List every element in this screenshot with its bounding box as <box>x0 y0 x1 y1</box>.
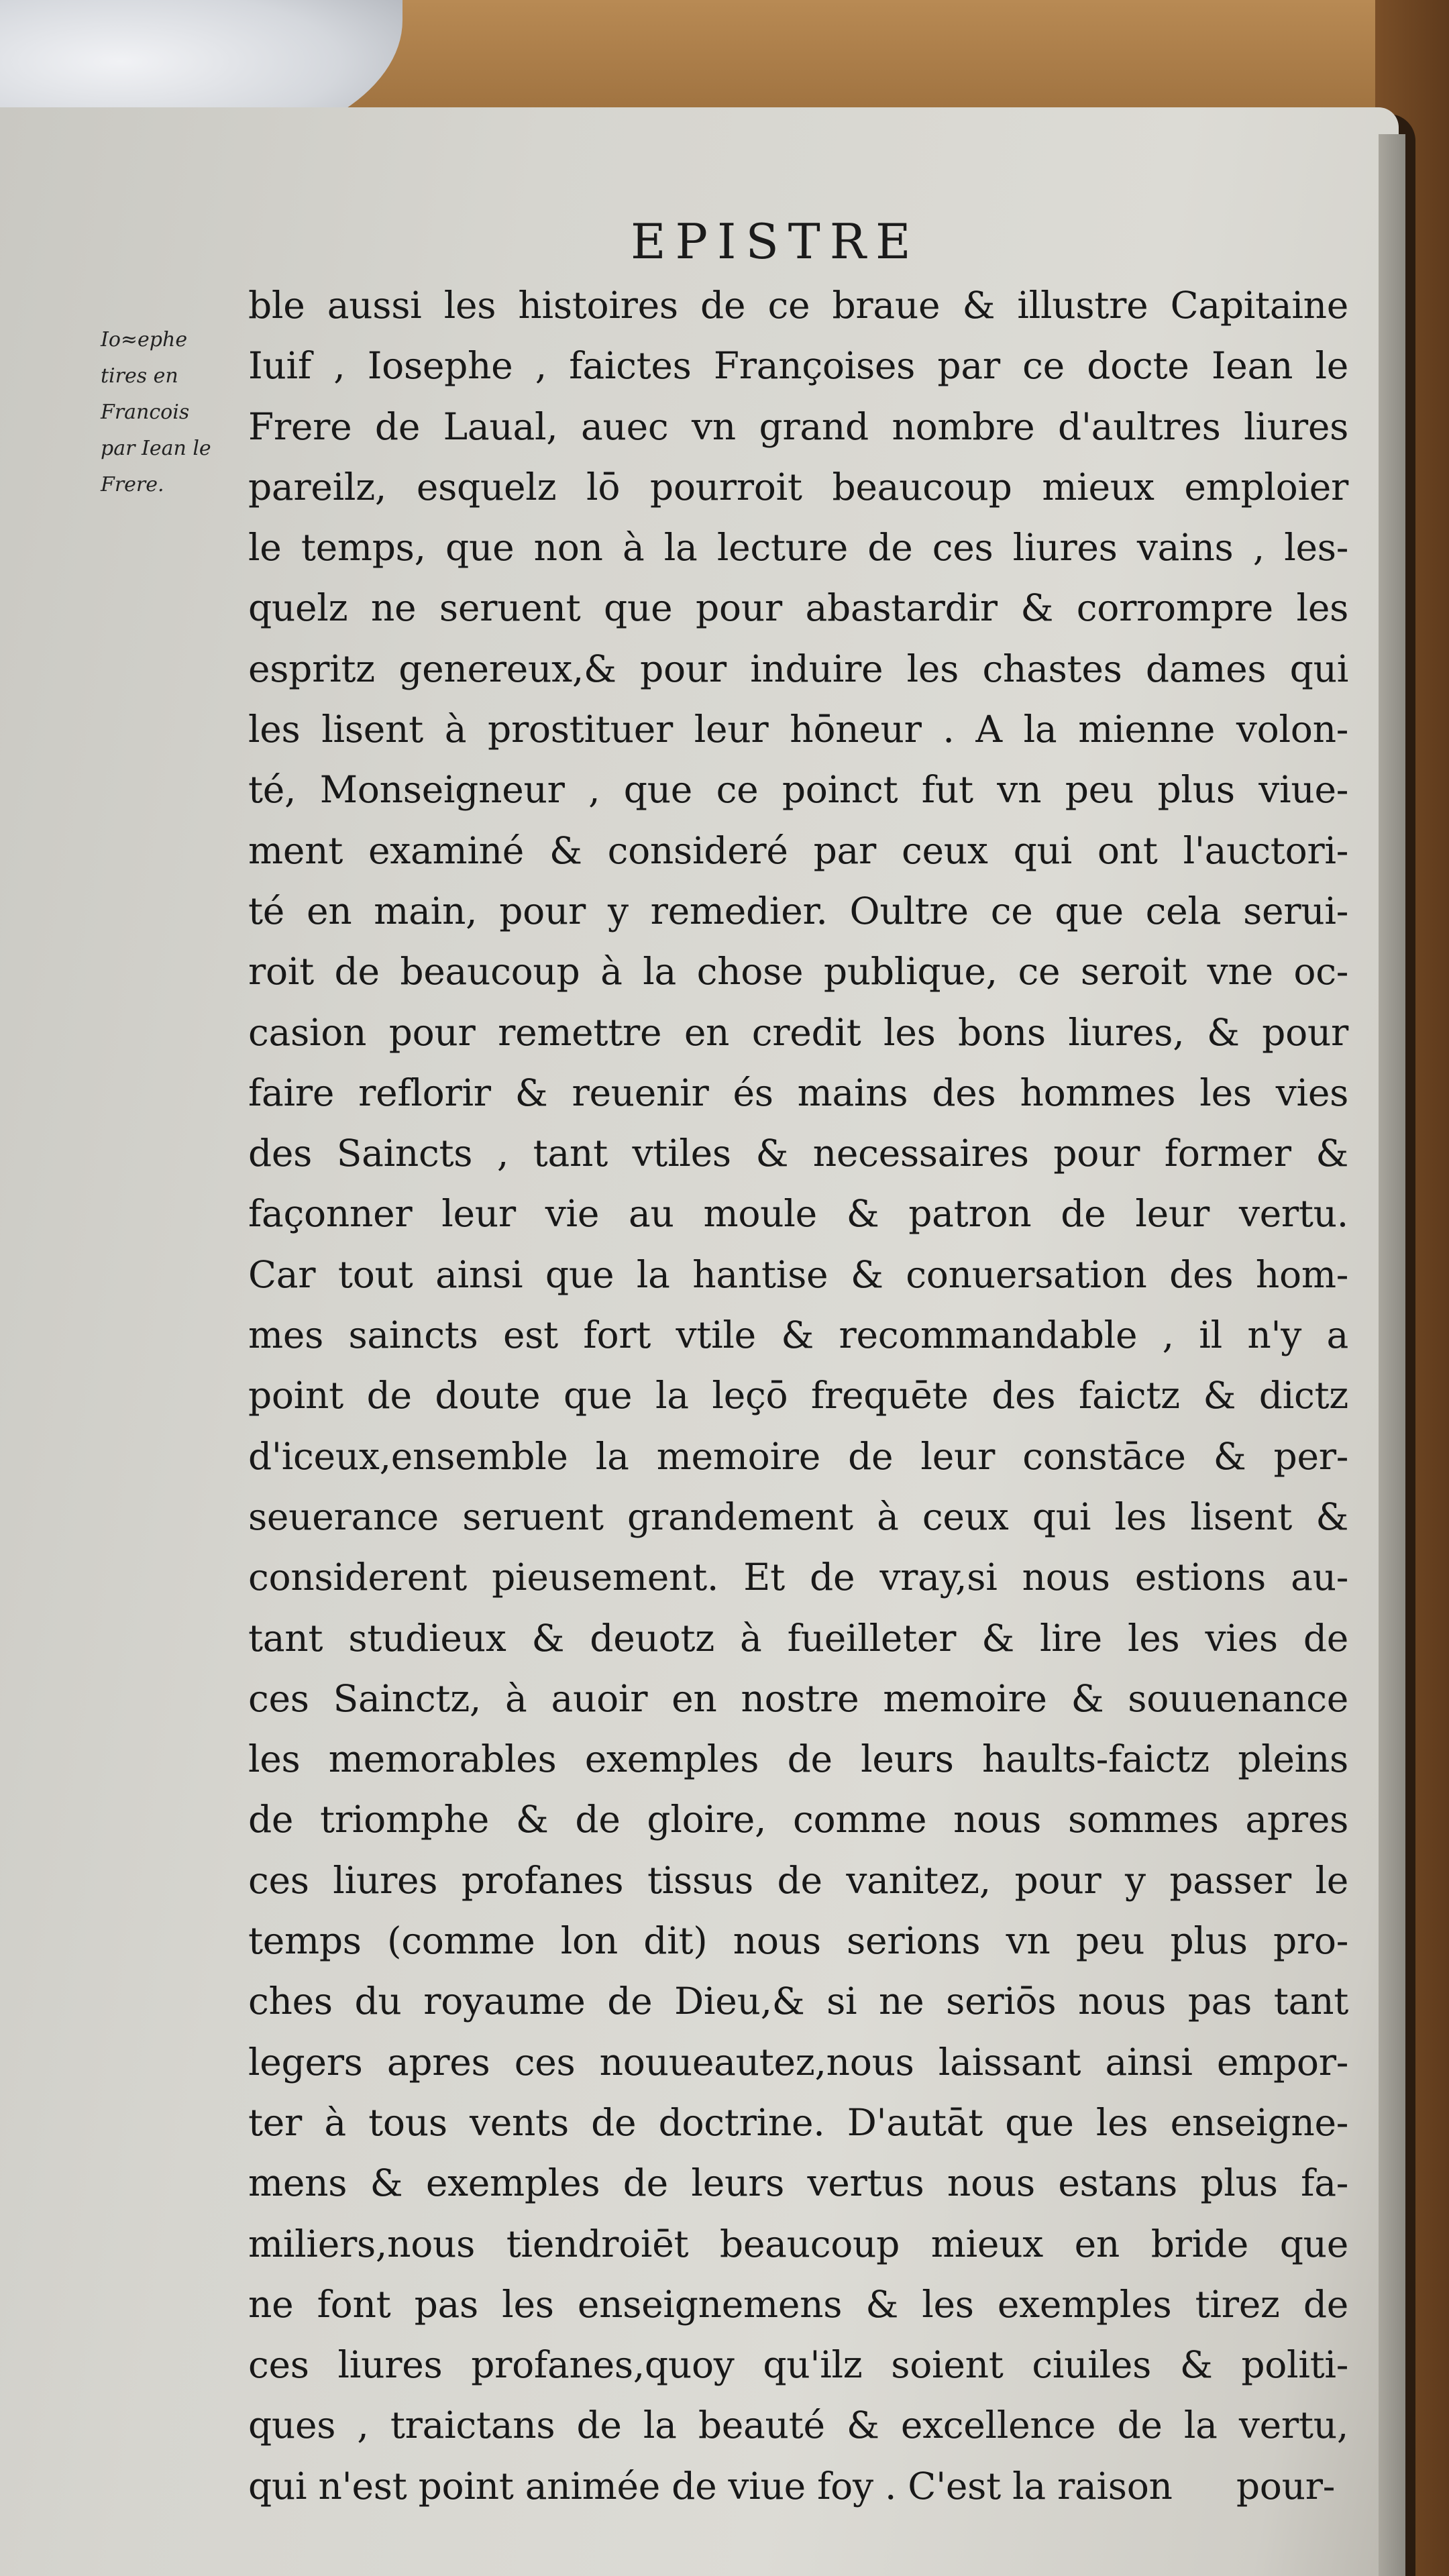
text-line: quelz ne seruent que pour abastardir & corrompre les <box>248 586 1348 630</box>
text-line: point de doute que la leçō frequēte des faictz & dictz <box>248 1374 1348 1417</box>
text-line: mes saincts est fort vtile & recommandable , il n'y a <box>248 1313 1348 1357</box>
running-header: EPISTRE <box>631 213 920 270</box>
text-line: ches du royaume de Dieu,& si ne seriōs nous pas tant <box>248 1980 1348 2023</box>
text-line: casion pour remettre en credit les bons liures, & pour <box>248 1010 1348 1054</box>
text-line: des Saincts , tant vtiles & necessaires pour former & <box>248 1132 1348 1175</box>
text-line: roit de beaucoup à la chose publique, ce seroit vne oc- <box>248 950 1348 994</box>
text-line: miliers,nous tiendroiēt beaucoup mieux en bride que <box>248 2222 1348 2265</box>
text-line: le temps, que non à la lecture de ces liures vains , les- <box>248 526 1348 570</box>
text-line: espritz genereux,& pour induire les chastes dames qui <box>248 647 1348 690</box>
text-line: d'iceux,ensemble la memoire de leur constāce & per- <box>248 1434 1348 1478</box>
text-line-last <box>248 2456 1348 2516</box>
page-edge <box>1379 134 1405 2576</box>
text-line: ble aussi les histoires de ce braue & illustre Capitaine <box>248 284 1348 327</box>
text-line: legers apres ces nouueautez,nous laissant ainsi empor- <box>248 2040 1348 2084</box>
text-line: ces liures profanes,quoy qu'ilz soient ciuiles & politi- <box>248 2343 1348 2387</box>
text-line: té, Monseigneur , que ce poinct fut vn peu plus viue- <box>248 768 1348 812</box>
margin-note-line: tires en <box>101 364 178 388</box>
text-line: qui n'est point animée de viue foy . C'est la raison <box>248 2464 1173 2508</box>
text-line: ces liures profanes tissus de vanitez, pour y passer le <box>248 1858 1348 1902</box>
body-text <box>248 275 1348 2516</box>
text-line: seuerance seruent grandement à ceux qui les lisent & <box>248 1495 1348 1538</box>
text-line: de triomphe & de gloire, comme nous sommes apres <box>248 1798 1348 1841</box>
text-line: mens & exemples de leurs vertus nous estans plus fa- <box>248 2161 1348 2205</box>
margin-note-line: Frere. <box>101 473 164 496</box>
text-line: façonner leur vie au moule & patron de leur vertu. <box>248 1192 1348 1236</box>
text-line: té en main, pour y remedier. Oultre ce que cela serui- <box>248 889 1348 932</box>
text-line: ques , traictans de la beauté & excellence de la vertu, <box>248 2404 1348 2447</box>
text-line: Frere de Laual, auec vn grand nombre d'aultres liures <box>248 405 1348 448</box>
text-line: les memorables exemples de leurs haults-faictz pleins <box>248 1737 1348 1781</box>
text-line: tant studieux & deuotz à fueilleter & lire les vies de <box>248 1616 1348 1660</box>
text-line: Iuif , Iosephe , faictes Françoises par ce docte Iean le <box>248 344 1348 388</box>
margin-note <box>101 322 268 503</box>
text-line: Car tout ainsi que la hantise & conuersation des hom- <box>248 1252 1348 1296</box>
text-line: ne font pas les enseignemens & les exemples tirez de <box>248 2282 1348 2326</box>
catchword: pour- <box>1236 2464 1335 2508</box>
text-line: considerent pieusement. Et de vray,si nous estions au- <box>248 1556 1348 1599</box>
margin-note-line: Francois <box>101 400 190 424</box>
text-line: ment examiné & consideré par ceux qui ont l'auctori- <box>248 828 1348 872</box>
text-line: ces Sainctz, à auoir en nostre memoire & souuenance <box>248 1676 1348 1720</box>
text-line: les lisent à prostituer leur hōneur . A la mienne volon- <box>248 708 1348 751</box>
margin-note-line: Io≈ephe <box>101 328 188 352</box>
text-line: pareilz, esquelz lō pourroit beaucoup mieux emploier <box>248 465 1348 508</box>
margin-note-line: par Iean le <box>101 437 211 460</box>
text-line: ter à tous vents de doctrine. D'autāt que les enseigne- <box>248 2100 1348 2144</box>
text-line: faire reflorir & reuenir és mains des hommes les vies <box>248 1071 1348 1114</box>
text-line: temps (comme lon dit) nous serions vn peu plus pro- <box>248 1919 1348 1963</box>
